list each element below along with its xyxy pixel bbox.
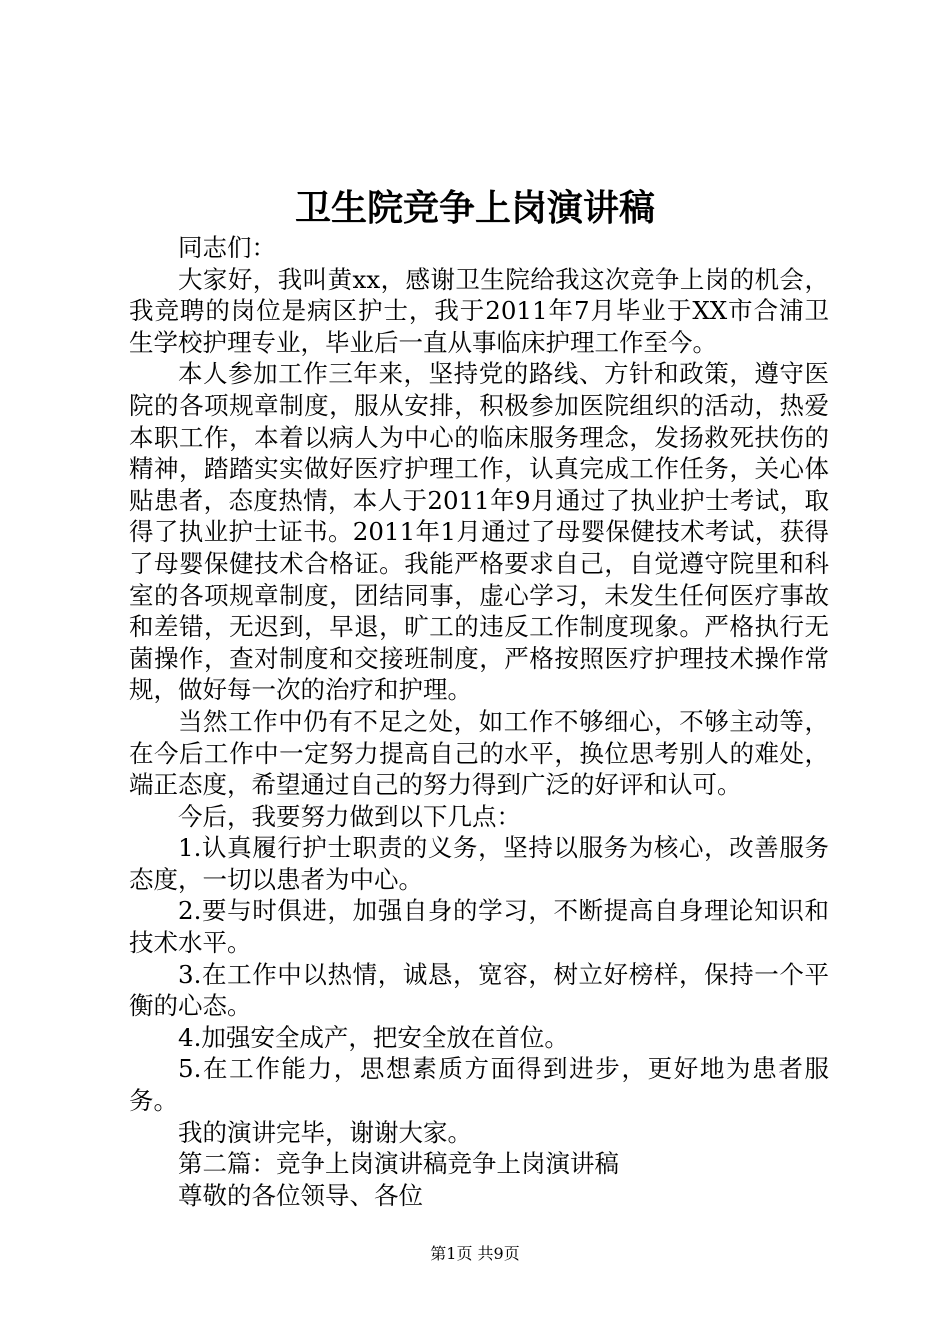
document-body: [129, 232, 829, 1211]
paragraph-experience: 本人参加工作三年来，坚持党的路线、方针和政策，遵守医院的各项规章制度，服从安排，积极参加医院组织的活动，热爱本职工作，本着以病人为中心的临床服务理念，发扬救死扶伤的精神，踏踏实实做好医疗护理工作，认真完成工作任务，关心体贴患者，态度热情，本人于2011年9月通过了执业护士考试，取得了执业护士证书。2011年1月通过了母婴保健技术考试，获得了母婴保健技术合格证。我能严格要求自己，自觉遵守院里和科室的各项规章制度，团结同事，虚心学习，未发生任何医疗事故和差错，无迟到，早退，旷工的违反工作制度现象。严格执行无菌操作，查对制度和交接班制度，严格按照医疗护理技术操作常规，做好每一次的治疗和护理。: [129, 359, 829, 705]
salutation: 同志们：: [178, 233, 276, 262]
page-footer: 第1页 共9页: [430, 1244, 520, 1263]
plan-item-3: 3.在工作中以热情，诚恳，宽容，树立好榜样，保持一个平衡的心态。: [129, 959, 829, 1021]
second-article-salutation: 尊敬的各位领导、各位: [178, 1180, 423, 1210]
plan-item-1: 1.认真履行护士职责的义务，坚持以服务为核心，改善服务态度，一切以患者为中心。: [129, 833, 829, 894]
closing-line: 我的演讲完毕，谢谢大家。: [178, 1117, 472, 1147]
paragraph-intro: 大家好，我叫黄xx，感谢卫生院给我这次竞争上岗的机会，我竞聘的岗位是病区护士，我于2011年7月毕业于XX市合浦卫生学校护理专业，毕业后一直从事临床护理工作至今。: [129, 264, 829, 357]
plan-item-5: 5.在工作能力，思想素质方面得到进步，更好地为患者服务。: [129, 1054, 829, 1116]
plan-item-2: 2.要与时俱进，加强自身的学习，不断提高自身理论知识和技术水平。: [129, 896, 829, 958]
plan-item-4: 4.加强安全成产，把安全放在首位。: [178, 1022, 569, 1052]
second-article-heading: 第二篇：竞争上岗演讲稿竞争上岗演讲稿: [178, 1149, 619, 1179]
document-title: 卫生院竞争上岗演讲稿: [294, 187, 655, 229]
paragraph-plans-intro: 今后，我要努力做到以下几点：: [178, 801, 521, 831]
paragraph-shortcomings: 当然工作中仍有不足之处，如工作不够细心，不够主动等，在今后工作中一定努力提高自己的水平，换位思考别人的难处，端正态度，希望通过自己的努力得到广泛的好评和认可。: [129, 706, 829, 800]
